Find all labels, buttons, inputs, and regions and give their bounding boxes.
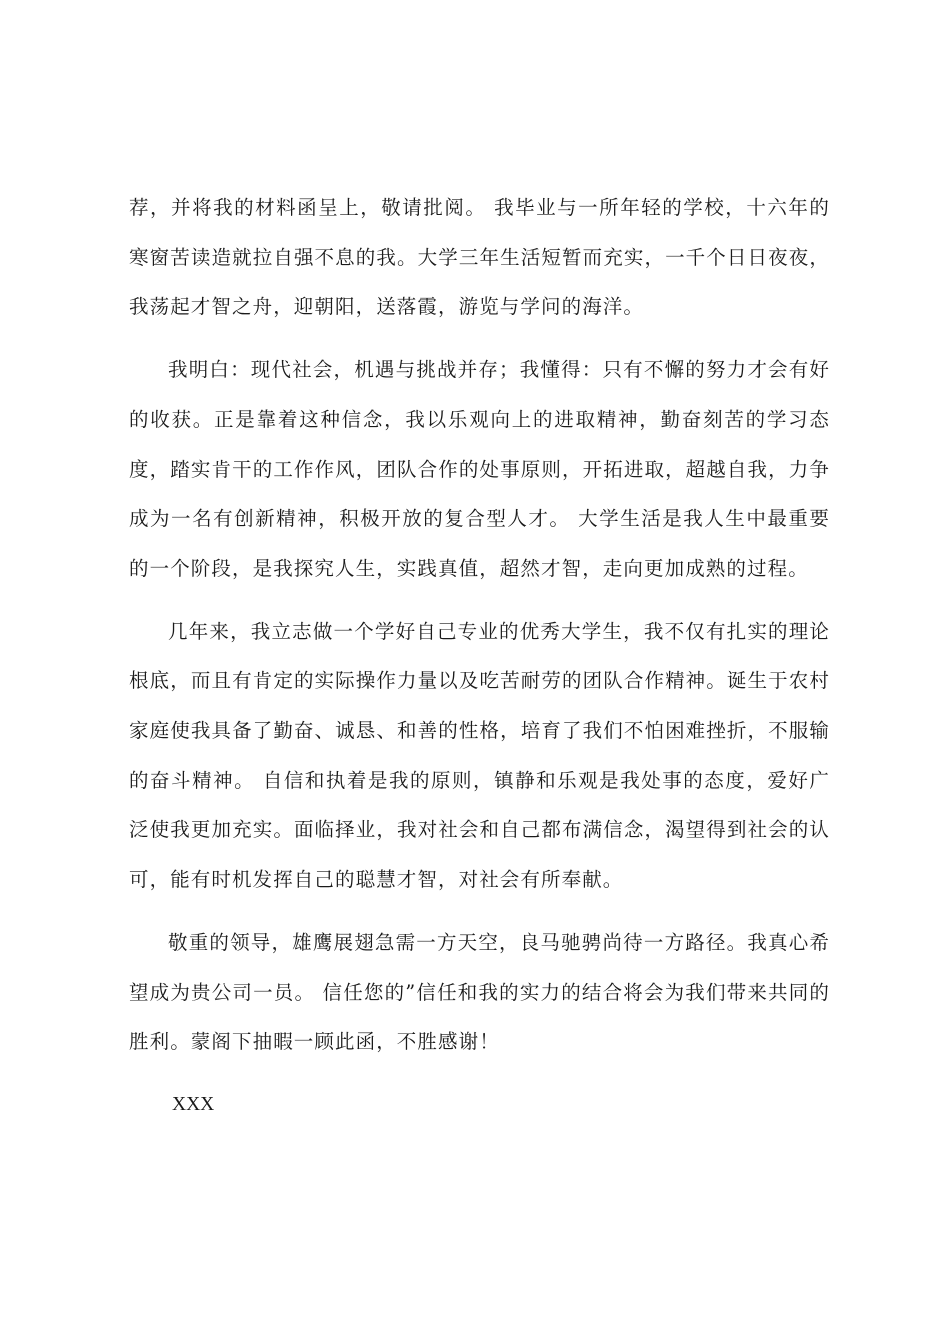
- paragraph-4: 敬重的领导，雄鹰展翅急需一方天空，良马驰骋尚待一方路径。我真心希望成为贵公司一员。 信任您的”信任和我的实力的结合将会为我们带来共同的胜利。蒙阁下抽暇一顾此函，不胜感谢！: [129, 930, 830, 1054]
- paragraph-3: 几年来，我立志做一个学好自己专业的优秀大学生，我不仅有扎实的理论根底，而且有肯定的实际操作力量以及吃苦耐劳的团队合作精神。诞生于农村家庭使我具备了勤奋、诚恳、和善的性格，培育了我们不怕困难挫折，不服输的奋斗精神。 自信和执着是我的原则，镇静和乐观是我处事的态度，爱好广泛使我更加充实。面临择业，我对社会和自己都布满信念，渴望得到社会的认可，能有时机发挥自己的聪慧才智，对社会有所奉献。: [129, 619, 830, 892]
- letter-body: [129, 183, 830, 1130]
- paragraph-1: 荐，并将我的材料函呈上，敬请批阅。 我毕业与一所年轻的学校，十六年的寒窗苦读造就拉自强不息的我。大学三年生活短暂而充实，一千个日日夜夜，我荡起才智之舟，迎朝阳，送落霞，游览与学问的海洋。: [129, 196, 830, 319]
- paragraph-2: 我明白：现代社会，机遇与挑战并存；我懂得：只有不懈的努力才会有好的收获。正是靠着这种信念，我以乐观向上的进取精神，勤奋刻苦的学习态度，踏实肯干的工作作风，团队合作的处事原则，开拓进取，超越自我，力争成为一名有创新精神，积极开放的复合型人才。 大学生活是我人生中最重要的一个阶段，是我探究人生，实践真值，超然才智，走向更加成熟的过程。: [129, 358, 830, 580]
- signature: XXX: [172, 1093, 215, 1115]
